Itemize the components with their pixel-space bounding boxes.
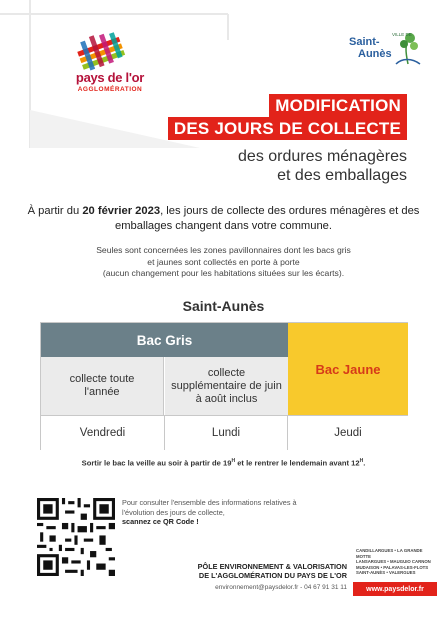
qr-instructions	[122, 498, 302, 527]
title-line-2: DES JOURS DE COLLECTE	[168, 117, 407, 140]
note-line-1: Seules sont concernées les zones pavillonnaires dont les bacs gris	[96, 245, 351, 255]
rule-part-c: .	[363, 458, 366, 468]
intro-suffix: , les jours de collecte des ordures ménagères et des emballages changent dans votre commune.	[114, 205, 420, 232]
qr-code[interactable]	[37, 498, 115, 576]
communes-list	[356, 548, 436, 576]
ville-de-label: VILLE DE	[392, 32, 412, 37]
note-line-3: (aucun changement pour les habitations situées sur les écarts).	[102, 268, 345, 278]
rule-part-b: et le rentrer le lendemain avant 12	[235, 458, 360, 468]
title-line-1: MODIFICATION	[269, 94, 407, 117]
qr-cta: scannez ce QR Code !	[122, 517, 199, 526]
gris-col-summer	[165, 357, 288, 415]
communes-line-2: LANSARGUES • MAUGUIO CARNON	[356, 559, 431, 565]
intro-prefix: À partir du	[27, 205, 83, 217]
gris-col-summer-text: collecte supplémentaire de juin à août inclus	[171, 366, 282, 405]
bac-jaune-header: Bac Jaune	[288, 323, 408, 415]
bac-gris-header: Bac Gris	[41, 323, 288, 357]
collection-table	[40, 322, 408, 450]
communes-line-1: CANDILLARGUES • LA GRANDE MOTTE	[356, 548, 423, 559]
saint-label: Saint-	[349, 36, 380, 48]
gris-col-annual	[41, 357, 164, 415]
note-line-2: et jaunes sont collectés en porte à porte	[147, 256, 300, 267]
rule-sup-a: H	[231, 458, 236, 464]
pole-line-2: DE L'AGGLOMÉRATION DU PAYS DE L'OR	[198, 571, 347, 580]
commune-heading: Saint-Aunès	[182, 298, 265, 314]
note-paragraph	[20, 245, 427, 280]
day-cell-gris-summer: Lundi	[165, 415, 288, 450]
brand-name: pays de l'or	[75, 70, 145, 85]
intro-date: 20 février 2023	[82, 205, 161, 217]
communes-line-4: SAINT-AUNÈS • VALERGUES	[356, 570, 416, 576]
qr-instructions-text: Pour consulter l'ensemble des informations relatives à l'évolution des jours de collecte,	[122, 498, 297, 517]
brand-subtitle: AGGLOMÉRATION	[77, 86, 143, 93]
website-link[interactable]: www.paysdelor.fr	[353, 582, 437, 596]
subtitle-line-2: et des emballages	[277, 167, 407, 184]
pole-environnement	[198, 562, 347, 580]
day-cell-jaune: Jeudi	[288, 415, 408, 450]
day-cell-gris-annual: Vendredi	[41, 415, 165, 450]
intro-paragraph	[20, 204, 427, 234]
communes-line-3: MUDAISON • PALAVAS-LES-FLOTS	[356, 564, 429, 570]
aunes-label: Aunès	[358, 48, 392, 60]
rule-part-a: Sortir le bac la veille au soir à partir de 19	[81, 458, 232, 468]
pole-line-1: PÔLE ENVIRONNEMENT & VALORISATION	[197, 562, 347, 571]
gris-col-annual-text: collecte toute l'année	[69, 373, 135, 398]
subtitle-line-1: des ordures ménagères	[238, 148, 407, 165]
pickup-rule	[0, 458, 447, 468]
rule-sup-b: H	[359, 458, 364, 464]
contact-line[interactable]: environnement@paysdelor.fr - 04 67 91 31 11	[215, 584, 347, 591]
